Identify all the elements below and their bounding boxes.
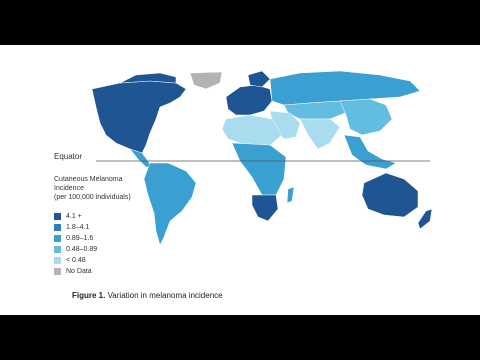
legend-title-line: Cutaneous Melanoma	[54, 176, 123, 183]
legend-swatch	[54, 213, 61, 220]
region-south-asia	[300, 119, 340, 149]
region-new-zealand	[418, 209, 432, 229]
region-greenland	[190, 72, 222, 89]
legend-item	[54, 255, 164, 266]
legend-item	[54, 244, 164, 255]
legend-label: < 0.48	[66, 257, 86, 264]
region-southeast-asia	[344, 135, 396, 169]
region-madagascar	[287, 187, 294, 203]
legend-swatch	[54, 246, 61, 253]
legend-title	[54, 175, 164, 202]
legend-label: 1.8–4.1	[66, 224, 90, 231]
legend-label: No Data	[66, 268, 92, 275]
slide	[0, 45, 480, 315]
legend-label: 4.1 +	[66, 213, 82, 220]
region-east-asia	[340, 99, 392, 135]
region-central-africa	[232, 143, 286, 195]
legend-label: 0.89–1.6	[66, 235, 94, 242]
legend-items	[54, 211, 164, 277]
legend-swatch	[54, 235, 61, 242]
region-russia	[270, 71, 420, 105]
figure-caption	[72, 291, 223, 300]
legend-label: 0.48–0.89	[66, 246, 98, 253]
region-scandinavia	[248, 71, 270, 87]
legend-title-line: (per 100,000 individuals)	[54, 194, 131, 201]
legend-swatch	[54, 257, 61, 264]
legend-item	[54, 222, 164, 233]
region-europe	[226, 85, 272, 115]
legend-swatch	[54, 268, 61, 275]
region-australia	[362, 173, 418, 217]
legend-item	[54, 211, 164, 222]
region-north-america	[92, 81, 186, 153]
figure-caption-label: Figure 1.	[72, 291, 106, 300]
legend-swatch	[54, 224, 61, 231]
legend-title-line: Incidence	[54, 185, 84, 192]
figure-caption-text: Variation in melanoma incidence	[105, 291, 223, 300]
map-legend	[54, 175, 164, 277]
region-southern-africa	[252, 195, 278, 221]
legend-item	[54, 233, 164, 244]
legend-item	[54, 266, 164, 277]
equator-label: Equator	[54, 152, 83, 161]
